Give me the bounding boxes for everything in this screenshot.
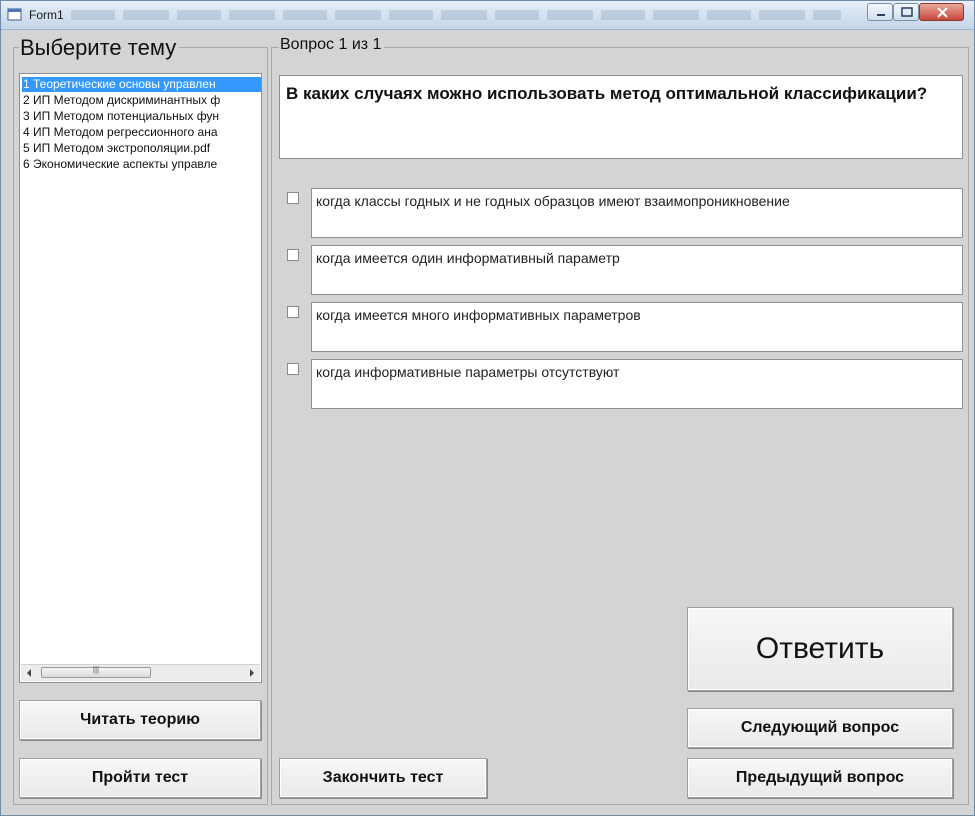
minimize-icon bbox=[868, 4, 894, 22]
read-theory-button[interactable]: Читать теорию bbox=[19, 700, 261, 740]
app-icon bbox=[7, 7, 23, 21]
scroll-left-icon[interactable] bbox=[21, 665, 37, 681]
scroll-right-icon[interactable] bbox=[244, 665, 260, 681]
topics-caption: Выберите тему bbox=[19, 35, 179, 61]
topics-listbox[interactable] bbox=[19, 73, 262, 683]
scrollbar-grip: ||| bbox=[92, 665, 100, 674]
topic-item[interactable]: 4 ИП Методом регрессионного ана bbox=[23, 125, 218, 139]
horizontal-scrollbar[interactable] bbox=[21, 664, 260, 681]
scrollbar-thumb[interactable] bbox=[41, 667, 151, 678]
previous-question-button[interactable]: Предыдущий вопрос bbox=[687, 758, 953, 798]
answer-option[interactable]: когда имеется много информативных параметров bbox=[311, 302, 963, 352]
answer-checkbox[interactable] bbox=[287, 363, 299, 375]
answer-button[interactable]: Ответить bbox=[687, 607, 953, 691]
take-test-button[interactable]: Пройти тест bbox=[19, 758, 261, 798]
maximize-button[interactable] bbox=[893, 3, 919, 21]
topic-item[interactable]: 2 ИП Методом дискриминантных ф bbox=[23, 93, 221, 107]
finish-test-button[interactable]: Закончить тест bbox=[279, 758, 487, 798]
answer-option[interactable]: когда имеется один информативный параметр bbox=[311, 245, 963, 295]
answer-option[interactable]: когда классы годных и не годных образцов имеют взаимопроникновение bbox=[311, 188, 963, 238]
minimize-button[interactable] bbox=[867, 3, 893, 21]
topic-item[interactable]: 3 ИП Методом потенциальных фун bbox=[23, 109, 220, 123]
answer-option[interactable]: когда информативные параметры отсутствуют bbox=[311, 359, 963, 409]
close-icon bbox=[920, 4, 965, 22]
question-counter: Вопрос 1 из 1 bbox=[279, 35, 384, 55]
title-bar[interactable] bbox=[1, 1, 974, 30]
answer-checkbox[interactable] bbox=[287, 306, 299, 318]
topic-item[interactable]: 5 ИП Методом экстрополяции.pdf bbox=[23, 141, 211, 155]
maximize-icon bbox=[894, 4, 920, 22]
next-question-button[interactable]: Следующий вопрос bbox=[687, 708, 953, 748]
answer-checkbox[interactable] bbox=[287, 249, 299, 261]
topic-item[interactable]: 6 Экономические аспекты управле bbox=[23, 157, 218, 171]
question-text: В каких случаях можно использовать метод оптимальной классификации? bbox=[279, 75, 963, 159]
window-title: Form1 bbox=[29, 8, 64, 22]
close-button[interactable] bbox=[919, 3, 964, 21]
answer-checkbox[interactable] bbox=[287, 192, 299, 204]
title-bar-background bbox=[71, 10, 841, 20]
question-group bbox=[271, 47, 969, 805]
topic-item[interactable]: 1 Теоретические основы управлен bbox=[22, 77, 261, 92]
